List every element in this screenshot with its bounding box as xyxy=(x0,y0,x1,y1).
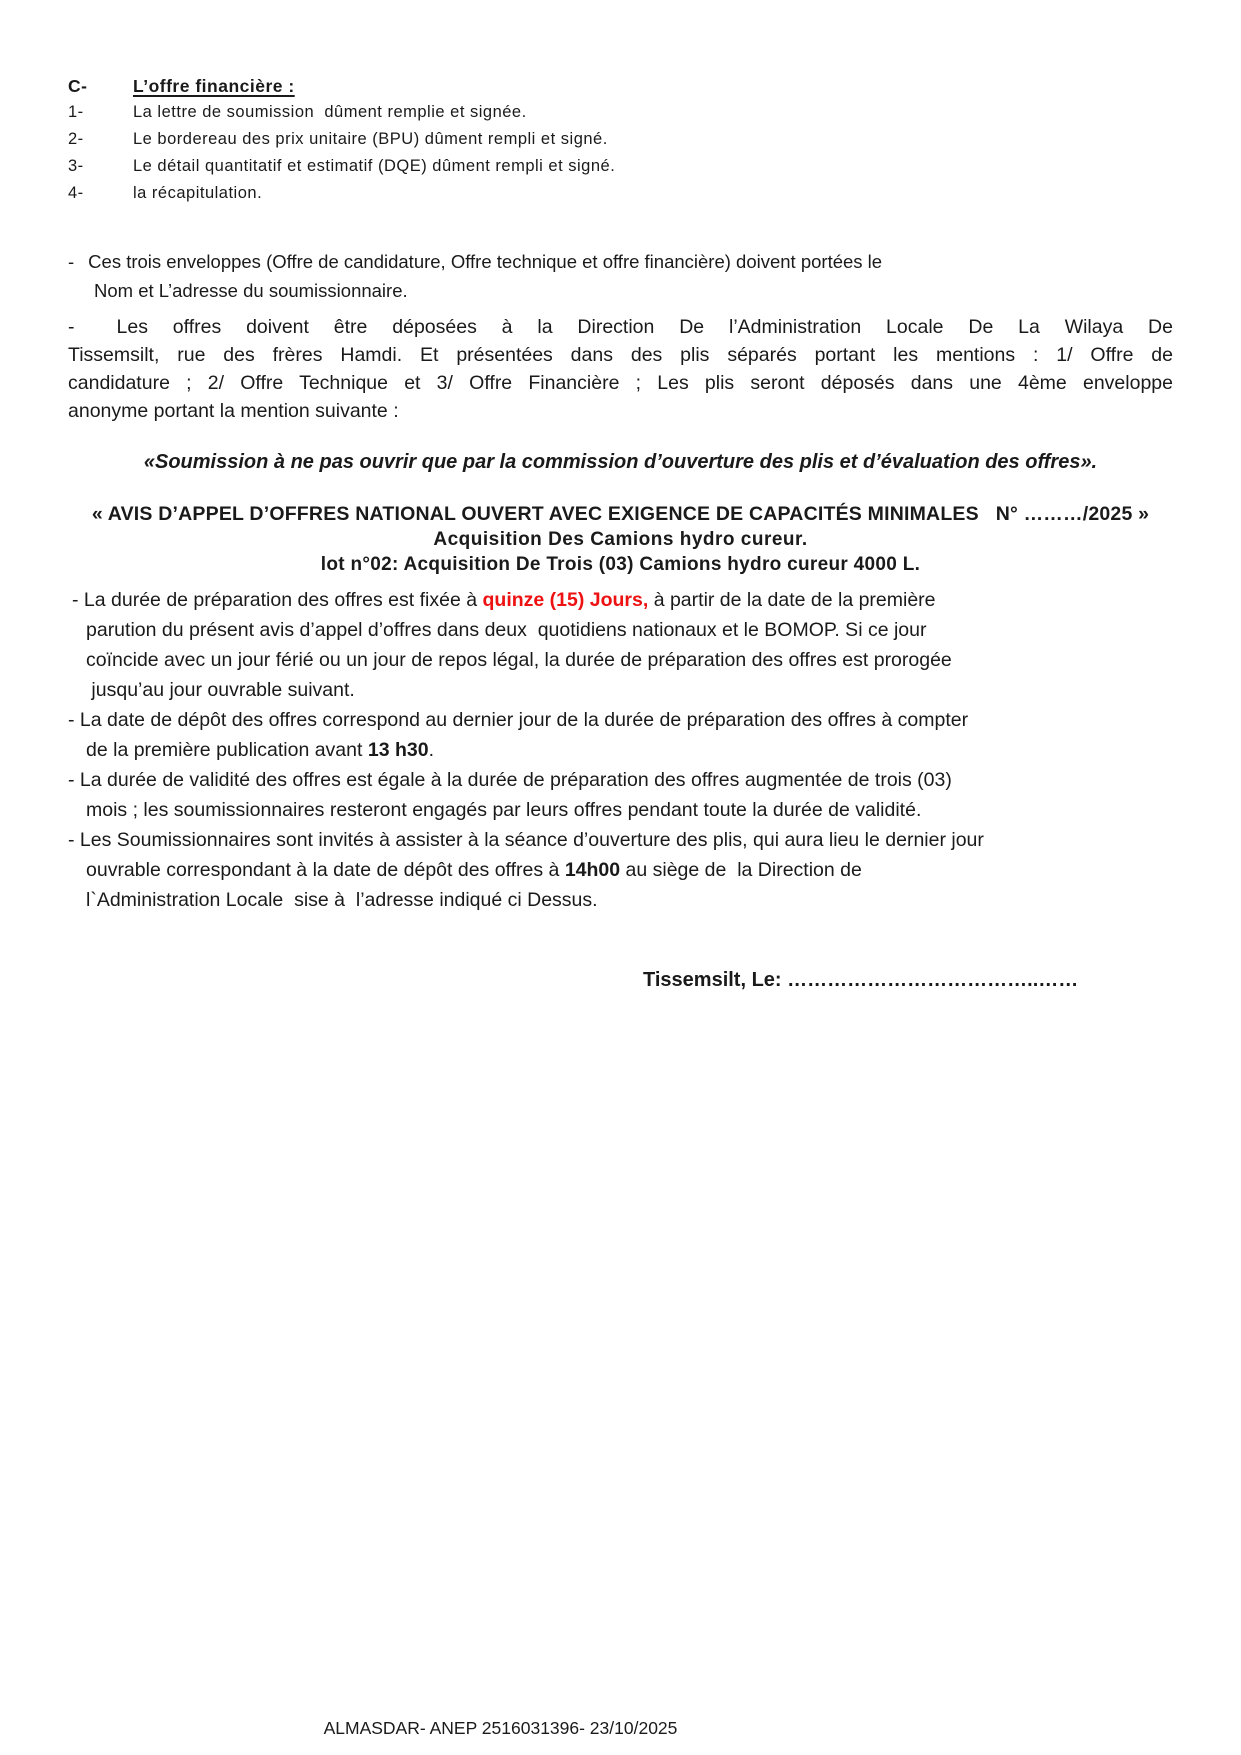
acquisition-subtitle: Acquisition Des Camions hydro cureur. xyxy=(433,529,808,550)
deposit-instructions-line2: Tissemsilt, rue des frères Hamdi. Et présentées dans des plis séparés portant les mentions : 1/ Offre de xyxy=(68,344,1173,366)
deposit-instructions-line1 xyxy=(68,313,1173,341)
opening-session-time: 14h00 xyxy=(564,859,621,881)
preparation-line1 xyxy=(68,585,1173,615)
list-item xyxy=(68,126,1173,153)
conditions-section xyxy=(68,585,1173,915)
validity-line1-text: La durée de validité des offres est égale à la durée de préparation des offres augmentée de trois (03) xyxy=(74,769,952,791)
deposit-date-paragraph xyxy=(68,705,1173,765)
deposit-instructions-line4: anonyme portant la mention suivante : xyxy=(68,400,399,422)
list-item-number: 4- xyxy=(68,184,84,202)
deposit-date-line1 xyxy=(68,705,1173,735)
list-item-number: 2- xyxy=(68,130,84,148)
bullet-dash: - xyxy=(68,316,75,338)
envelopes-note-line2: Nom et L’adresse du soumissionnaire. xyxy=(94,280,408,301)
deposit-date-line2-pre: de la première publication avant xyxy=(86,739,368,761)
list-item xyxy=(68,180,1173,207)
list-item-text: La lettre de soumission dûment remplie et signée. xyxy=(133,103,527,121)
preparation-line4: jusqu’au jour ouvrable suivant. xyxy=(86,679,355,701)
list-item xyxy=(68,99,1173,126)
list-item-number: 1- xyxy=(68,103,84,121)
bullet-dash: - xyxy=(68,709,75,731)
opening-session-line1-text: Les Soumissionnaires sont invités à assister à la séance d’ouverture des plis, qui aura lieu le dernier jour xyxy=(74,829,984,851)
tender-notice-title: « AVIS D’APPEL D’OFFRES NATIONAL OUVERT AVEC EXIGENCE DE CAPACITÉS MINIMALES N° ………/2025 » xyxy=(91,503,1150,525)
list-item xyxy=(68,153,1173,180)
bullet-dash: - xyxy=(72,589,79,611)
lot-subtitle: lot n°02: Acquisition De Trois (03) Camions hydro cureur 4000 L. xyxy=(320,554,921,575)
preparation-duration-highlight: quinze (15) Jours, xyxy=(482,589,649,611)
preparation-duration-paragraph xyxy=(68,585,1173,705)
deposit-date-line1-text: La date de dépôt des offres correspond au dernier jour de la durée de préparation des offres à compter xyxy=(74,709,969,731)
list-item-text: la récapitulation. xyxy=(133,184,263,202)
footer xyxy=(0,1716,1241,1740)
anep-reference: ALMASDAR- ANEP 2516031396- 23/10/2025 xyxy=(323,1718,678,1738)
bullet-dash: - xyxy=(68,251,75,272)
bullet-dash: - xyxy=(68,769,75,791)
preparation-line1-post: à partir de la date de la première xyxy=(648,589,936,611)
opening-session-line2-pre: ouvrable correspondant à la date de dépôt des offres à xyxy=(86,859,565,881)
list-item-text: Le détail quantitatif et estimatif (DQE) dûment rempli et signé. xyxy=(133,157,616,175)
deposit-instructions-line3: candidature ; 2/ Offre Technique et 3/ Offre Financière ; Les plis seront déposés dans une 4ème enveloppe xyxy=(68,372,1173,394)
opening-session-line3: l`Administration Locale sise à l’adresse indiqué ci Dessus. xyxy=(86,889,598,911)
envelopes-note-line1 xyxy=(68,247,1173,276)
signature-date-line: Tissemsilt, Le: ………………………………..…… xyxy=(643,969,1079,991)
validity-line2: mois ; les soumissionnaires resteront engagés par leurs offres pendant toute la durée de validité. xyxy=(86,799,922,821)
deposit-date-line2 xyxy=(68,735,1173,765)
envelopes-note xyxy=(68,247,1173,305)
deposit-date-line2-post: . xyxy=(428,739,434,761)
validity-line1 xyxy=(68,765,1173,795)
opening-session-line2-post: au siège de la Direction de xyxy=(620,859,862,881)
financial-offer-list xyxy=(68,99,1173,207)
submission-quote: «Soumission à ne pas ouvrir que par la commission d’ouverture des plis et d’évaluation des offres». xyxy=(143,451,1098,473)
preparation-line1-pre: La durée de préparation des offres est fixée à xyxy=(78,589,483,611)
envelopes-note-line1-text: Ces trois enveloppes (Offre de candidature, Offre technique et offre financière) doivent portées le xyxy=(88,251,883,272)
opening-session-line1 xyxy=(68,825,1173,855)
section-c-title: L’offre financière : xyxy=(133,76,295,96)
bullet-dash: - xyxy=(68,829,75,851)
opening-session-line2 xyxy=(68,855,1173,885)
validity-paragraph xyxy=(68,765,1173,825)
list-item-text: Le bordereau des prix unitaire (BPU) dûment rempli et signé. xyxy=(133,130,608,148)
deposit-instructions-line1-text: Les offres doivent être déposées à la Direction De l’Administration Locale De La Wilaya De xyxy=(116,316,1173,338)
preparation-line2: parution du présent avis d’appel d’offres dans deux quotidiens nationaux et le BOMOP. Si ce jour xyxy=(86,619,927,641)
section-c-heading xyxy=(68,73,1173,99)
section-c-label: C- xyxy=(68,76,88,96)
list-item-number: 3- xyxy=(68,157,84,175)
preparation-line3: coïncide avec un jour férié ou un jour de repos légal, la durée de préparation des offres est prorogée xyxy=(86,649,952,671)
opening-session-paragraph xyxy=(68,825,1173,915)
deposit-instructions xyxy=(68,313,1173,425)
deposit-deadline-time: 13 h30 xyxy=(367,739,429,761)
